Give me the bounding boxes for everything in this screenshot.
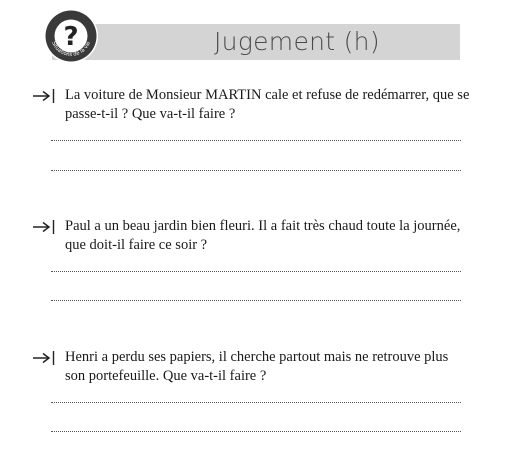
page-title: Jugement (h) <box>214 27 380 56</box>
page-header <box>0 0 510 70</box>
question-text: Henri a perdu ses papiers, il cherche partout mais ne retrouve plus son portefeuille. Que va-t-il faire ? <box>65 349 449 384</box>
question-2 <box>32 217 472 255</box>
question-3 <box>32 348 472 386</box>
question-1 <box>32 86 472 124</box>
answer-line[interactable] <box>51 170 461 171</box>
arrow-right-bar-icon <box>32 350 58 366</box>
question-text: Paul a un beau jardin bien fleuri. Il a fait très chaud toute la journée, que doit-il faire ce soir ? <box>65 218 461 253</box>
answer-line[interactable] <box>51 402 461 403</box>
arrow-right-bar-icon <box>32 219 58 235</box>
question-text: La voiture de Monsieur MARTIN cale et refuse de redémarrer, que se passe-t-il ? Que va-t-il faire ? <box>65 87 470 122</box>
badge-ring-text: Situations de la vie <box>50 40 92 59</box>
question-mark-badge-icon <box>43 8 99 64</box>
arrow-right-bar-icon <box>32 88 58 104</box>
answer-line[interactable] <box>51 300 461 301</box>
answer-line[interactable] <box>51 140 461 141</box>
answer-line[interactable] <box>51 271 461 272</box>
badge-symbol: ? <box>63 22 79 52</box>
answer-line[interactable] <box>51 431 461 432</box>
